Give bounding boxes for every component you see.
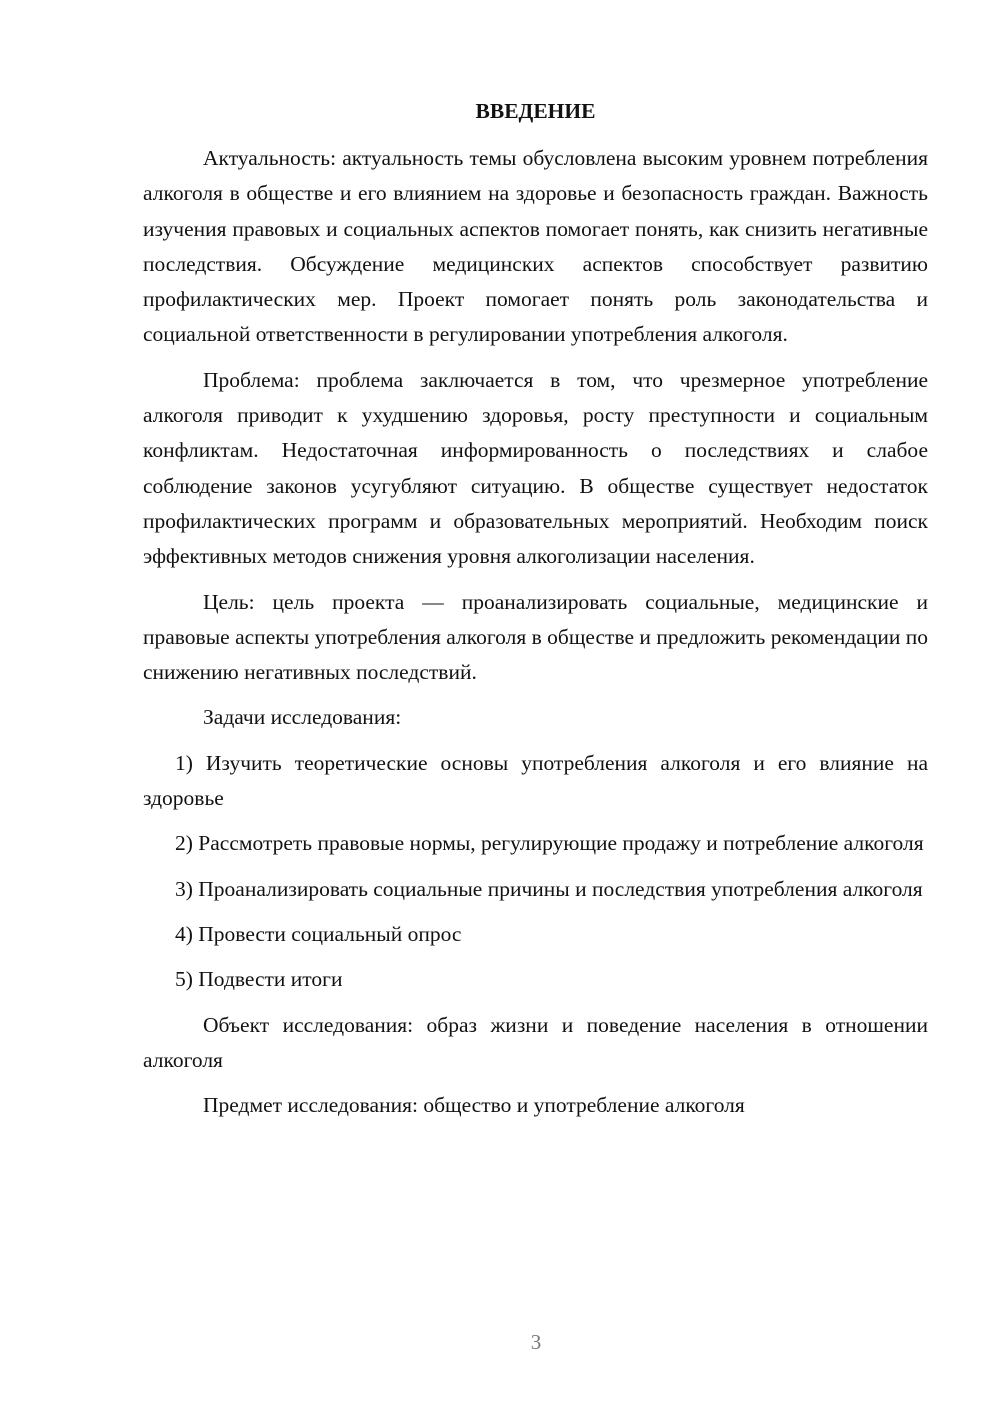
relevance-paragraph: Актуальность: актуальность темы обусловлена высоким уровнем потребления алкоголя в обществе и его влиянием на здоровье и безопасность граждан. Важность изучения правовых и социальных аспектов помогает понять, как снизить негативные последствия. Обсуждение медицинских аспектов способствует развитию профилактических мер. Проект помогает понять роль законодательства и социальной ответственности в регулировании употребления алкоголя. bbox=[143, 146, 928, 347]
page-number: 3 bbox=[530, 1330, 542, 1354]
page-title: ВВЕДЕНИЕ bbox=[475, 99, 596, 123]
task-item-3: 3) Проанализировать социальные причины и последствия употребления алкоголя bbox=[175, 876, 923, 901]
research-object-paragraph: Объект исследования: образ жизни и поведение населения в отношении алкоголя bbox=[143, 1012, 928, 1072]
task-item-4: 4) Провести социальный опрос bbox=[175, 921, 462, 946]
task-item-2: 2) Рассмотреть правовые нормы, регулирующие продажу и потребление алкоголя bbox=[175, 831, 924, 856]
research-subject-paragraph: Предмет исследования: общество и употребление алкоголя bbox=[203, 1093, 745, 1118]
problem-paragraph: Проблема: проблема заключается в том, что чрезмерное употребление алкоголя приводит к ухудшению здоровья, росту преступности и социальным конфликтам. Недостаточная информированность о последствиях и слабое соблюдение законов усугубляют ситуацию. В обществе существует недостаток профилактических программ и образовательных мероприятий. Необходим поиск эффективных методов снижения уровня алкоголизации населения. bbox=[143, 367, 928, 569]
task-item-1: 1) Изучить теоретические основы употребления алкоголя и его влияние на здоровье bbox=[143, 750, 928, 811]
tasks-heading: Задачи исследования: bbox=[203, 705, 402, 730]
goal-paragraph: Цель: цель проекта — проанализировать социальные, медицинские и правовые аспекты употребления алкоголя в обществе и предложить рекомендации по снижению негативных последствий. bbox=[143, 589, 928, 685]
page-content bbox=[143, 94, 928, 1133]
task-item-5: 5) Подвести итоги bbox=[175, 967, 343, 992]
